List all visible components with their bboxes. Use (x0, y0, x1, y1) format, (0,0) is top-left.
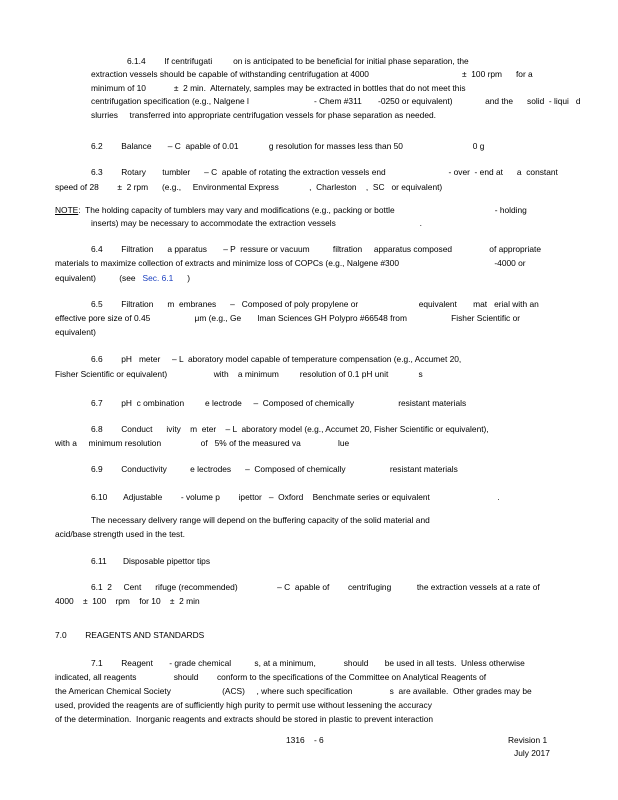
s612-line-2: 4000 ± 100 rpm for 10 ± 2 min (55, 596, 200, 606)
s65-line-3: equivalent) (55, 327, 96, 337)
s64-line-2: materials to maximize collection of extracts and minimize loss of COPCs (e.g., Nalgene #300 -4000 or (55, 258, 526, 268)
s614-line-1: 6.1.4 If centrifugati on is anticipated to be beneficial for initial phase separation, the (127, 56, 469, 66)
s64-line-3 (55, 273, 190, 284)
s614-line-3: minimum of 10 ± 2 min. Alternately, samples may be extracted in bottles that do not meet this (91, 83, 466, 93)
s610-line-3: acid/base strength used in the test. (55, 529, 185, 539)
s65-line-2: effective pore size of 0.45 μm (e.g., Ge lman Sciences GH Polypro #66548 from Fisher Scientific or (55, 313, 521, 323)
section-6-1-link[interactable]: Sec. 6.1 (142, 273, 174, 283)
s64-line-1: 6.4 Filtration a pparatus – P ressure or vacuum filtration apparatus composed of appropriate (91, 244, 541, 254)
s63-line-2: speed of 28 ± 2 rpm (e.g., Environmental Express , Charleston , SC or equivalent) (55, 182, 443, 192)
footer-date: July 2017 (514, 748, 550, 758)
s71-line-5: of the determination. Inorganic reagents and extracts should be stored in plastic to prevent interaction (55, 714, 434, 724)
s68-line-2: with a minimum resolution of 5% of the measured va lue (55, 438, 350, 448)
note-text-1: : The holding capacity of tumblers may vary and modifications (e.g., packing or bottle - holding (78, 205, 527, 215)
s612-line-1: 6.1 2 Cent rifuge (recommended) – C apable of centrifuging the extraction vessels at a rate of (91, 582, 540, 592)
note-label: NOTE (55, 205, 79, 215)
section-7-heading: 7.0 REAGENTS AND STANDARDS (55, 630, 205, 640)
s611-line-1: 6.11 Disposable pipettor tips (91, 556, 211, 566)
s71-line-2: indicated, all reagents should conform to the specifications of the Committee on Analytical Reagents of (55, 672, 487, 682)
note-line-1 (55, 205, 527, 216)
s614-line-5: slurries transferred into appropriate centrifugation vessels for phase separation as needed. (91, 110, 436, 120)
s64-text-3b: ) (173, 273, 190, 283)
s66-line-2: Fisher Scientific or equivalent) with a minimum resolution of 0.1 pH unit s (55, 369, 423, 379)
s65-line-1: 6.5 Filtration m embranes – Composed of poly propylene or equivalent mat erial with an (91, 299, 539, 309)
s614-line-2: extraction vessels should be capable of withstanding centrifugation at 4000 ± 100 rpm for a (91, 69, 533, 79)
s71-line-1: 7.1 Reagent - grade chemical s, at a minimum, should be used in all tests. Unless otherwise (91, 658, 525, 668)
s64-text-3a: equivalent) (see (55, 273, 143, 283)
note-line-2: inserts) may be necessary to accommodate the extraction vessels . (91, 218, 422, 228)
s68-line-1: 6.8 Conduct ivity m eter – L aboratory model (e.g., Accumet 20, Fisher Scientific or equivalent), (91, 424, 489, 434)
s610-line-2: The necessary delivery range will depend on the buffering capacity of the solid material and (91, 515, 430, 525)
s66-line-1: 6.6 pH meter – L aboratory model capable of temperature compensation (e.g., Accumet 20, (91, 354, 462, 364)
s67-line-1: 6.7 pH c ombination e lectrode – Composed of chemically resistant materials (91, 398, 467, 408)
s71-line-4: used, provided the reagents are of sufficiently high purity to permit use without lessening the accuracy (55, 700, 432, 710)
s63-line-1: 6.3 Rotary tumbler – C apable of rotating the extraction vessels end - over - end at a constant (91, 167, 558, 177)
s610-line-1: 6.10 Adjustable - volume p ipettor – Oxford Benchmate series or equivalent . (91, 492, 500, 502)
s614-line-4: centrifugation specification (e.g., Nalgene l - Chem #311 -0250 or equivalent) and the solid - liqui d (91, 96, 581, 106)
s71-line-3: the American Chemical Society (ACS) , where such specification s are available. Other grades may be (55, 686, 532, 696)
footer-page-number: 1316 - 6 (286, 735, 324, 745)
s69-line-1: 6.9 Conductivity e lectrodes – Composed of chemically resistant materials (91, 464, 458, 474)
footer-revision: Revision 1 (508, 735, 548, 745)
s62-line-1: 6.2 Balance – C apable of 0.01 g resolution for masses less than 50 0 g (91, 141, 485, 151)
